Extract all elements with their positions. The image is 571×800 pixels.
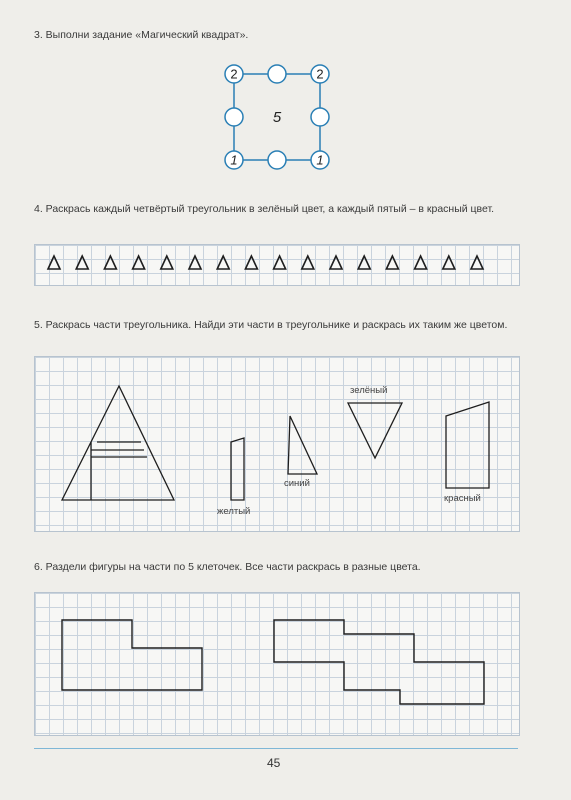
magic-value-top-right: 2 (316, 66, 324, 82)
magic-value-center: 5 (272, 109, 282, 126)
magic-cell-top-middle (268, 65, 286, 83)
green-piece (348, 403, 402, 458)
yellow-piece (231, 438, 244, 500)
page-number: 45 (267, 756, 281, 770)
magic-cell-bottom-middle (268, 151, 286, 169)
magic-cell-middle-left (225, 108, 243, 126)
triangle-12 (358, 256, 370, 269)
triangle-7 (217, 256, 229, 269)
big-triangle (62, 386, 174, 500)
triangle-14 (415, 256, 427, 269)
label-green: зелёный (350, 385, 388, 396)
triangle-9 (274, 256, 286, 269)
task-4-text: 4. Раскрась каждый четвёртый треугольник в зелёный цвет, а каждый пятый – в красный цвет. (34, 203, 495, 215)
red-piece (446, 402, 489, 488)
figure-left (62, 620, 202, 690)
figure-right (274, 620, 484, 704)
triangle-4 (133, 256, 145, 269)
triangle-8 (245, 256, 257, 269)
blue-piece (288, 416, 317, 474)
task-5-text: 5. Раскрась части треугольника. Найди эти части в треугольнике и раскрась их таким же цветом. (34, 319, 508, 331)
magic-square (220, 60, 340, 180)
magic-cell-middle-right (311, 108, 329, 126)
triangle-6 (189, 256, 201, 269)
task-6-text: 6. Раздели фигуры на части по 5 клеточек. Все части раскрась в разные цвета. (34, 561, 421, 573)
figures-drawing (34, 592, 518, 734)
task-3-text: 3. Выполни задание «Магический квадрат». (34, 29, 249, 41)
triangle-row (40, 254, 520, 274)
magic-value-top-left: 2 (230, 66, 238, 82)
magic-value-bottom-left: 1 (230, 152, 238, 168)
label-blue: синий (284, 478, 310, 489)
triangle-3 (104, 256, 116, 269)
triangle-13 (386, 256, 398, 269)
triangle-11 (330, 256, 342, 269)
triangle-10 (302, 256, 314, 269)
label-red: красный (444, 493, 481, 504)
triangle-16 (471, 256, 483, 269)
magic-value-bottom-right: 1 (316, 152, 324, 168)
triangle-15 (443, 256, 455, 269)
triangle-5 (161, 256, 173, 269)
triangle-2 (76, 256, 88, 269)
triangle-1 (48, 256, 60, 269)
footer-rule (34, 748, 518, 749)
label-yellow: желтый (217, 506, 251, 517)
